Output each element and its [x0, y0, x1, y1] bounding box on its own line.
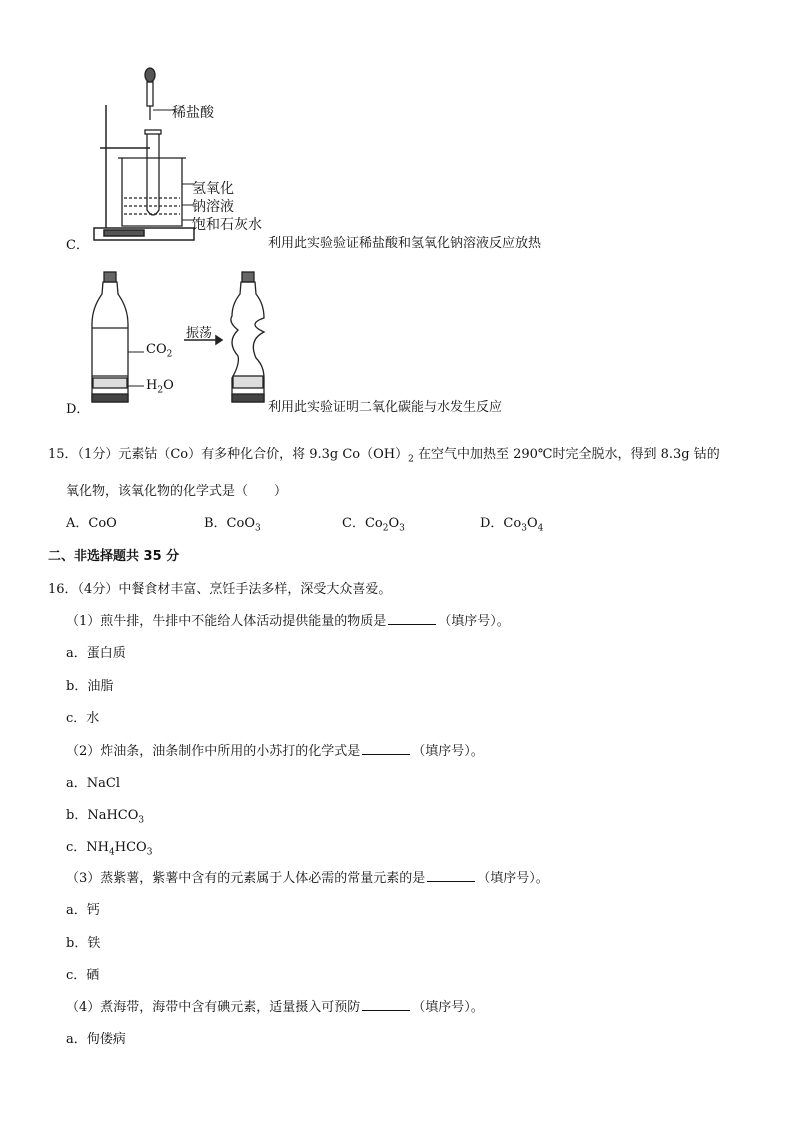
option-c-letter: C． — [66, 238, 89, 253]
answer-blank-2[interactable] — [362, 743, 410, 755]
label-dilute-hcl: 稀盐酸 — [172, 105, 214, 121]
label-naoh-1: 氢氧化 — [192, 181, 234, 197]
beaker — [118, 158, 186, 226]
q16-p4-opt-a: a．佝偻病 — [66, 1032, 126, 1047]
q15-choice-b[interactable]: B．CoO$_3$ — [204, 516, 261, 534]
q16-part4: （4）煮海带，海带中含有碘元素，适量摄入可预防 （填序号）。 — [66, 1000, 484, 1015]
q16-part1: （1）煎牛排，牛排中不能给人体活动提供能量的物质是 （填序号）。 — [66, 614, 510, 629]
dropper-icon — [145, 68, 155, 120]
q15-choice-c[interactable]: C．$Co_2O_3$ — [342, 516, 405, 534]
q16-p2-opt-b: b．NaHCO$_3$ — [66, 808, 145, 826]
iron-stand — [94, 105, 194, 240]
label-naoh-2: 钠溶液 — [192, 199, 234, 215]
q16-p3-opt-b: b．铁 — [66, 936, 101, 951]
option-c-desc: 利用此实验验证稀盐酸和氢氧化钠溶液反应放热 — [268, 236, 542, 251]
answer-blank-3[interactable] — [427, 870, 475, 882]
q16-p3-opt-a: a．钙 — [66, 903, 100, 918]
q15-line2: 氧化物，该氧化物的化学式是（ ） — [66, 484, 288, 499]
q16-p1-opt-b: b．油脂 — [66, 679, 114, 694]
option-d-desc: 利用此实验证明二氧化碳能与水发生反应 — [268, 400, 503, 415]
answer-blank-4[interactable] — [362, 999, 410, 1011]
label-shake: 振荡 — [186, 326, 213, 341]
q16-part3: （3）蒸紫薯，紫薯中含有的元素属于人体必需的常量元素的是 （填序号）。 — [66, 871, 549, 886]
option-d-letter: D． — [66, 402, 90, 417]
q15-choice-a[interactable]: A．CoO — [66, 516, 117, 531]
q16-p2-opt-a: a．NaCl — [66, 776, 120, 791]
label-limewater: 饱和石灰水 — [192, 217, 262, 233]
test-tube — [145, 130, 161, 215]
q16-p1-opt-c: c．水 — [66, 711, 100, 726]
q16-p2-opt-c: c．$NH_4HCO_3$ — [66, 840, 153, 858]
bottle-after-icon — [231, 272, 264, 402]
q15-choice-d[interactable]: D．$Co_3O_4$ — [480, 516, 544, 534]
label-h2o: $H_2O$ — [146, 378, 174, 396]
q16-p1-opt-a: a．蛋白质 — [66, 646, 126, 661]
q16-intro: 16．（4分）中餐食材丰富、烹饪手法多样，深受大众喜爱。 — [48, 582, 392, 597]
label-co2: $CO_2$ — [146, 342, 173, 360]
q16-part2: （2）炸油条，油条制作中所用的小苏打的化学式是 （填序号）。 — [66, 744, 484, 759]
q16-p3-opt-c: c．硒 — [66, 968, 100, 983]
answer-blank-1[interactable] — [388, 613, 436, 625]
q15-line1: 15．（1分）元素钴（Co）有多种化合价，将 9.3g $Co(OH)_2$ 在空气中加热至 290℃时完全脱水，得到 8.3g 钴的 — [48, 447, 720, 465]
bottle-before-icon — [92, 272, 128, 402]
section-2-title: 二、非选择题共 35 分 — [48, 549, 180, 564]
